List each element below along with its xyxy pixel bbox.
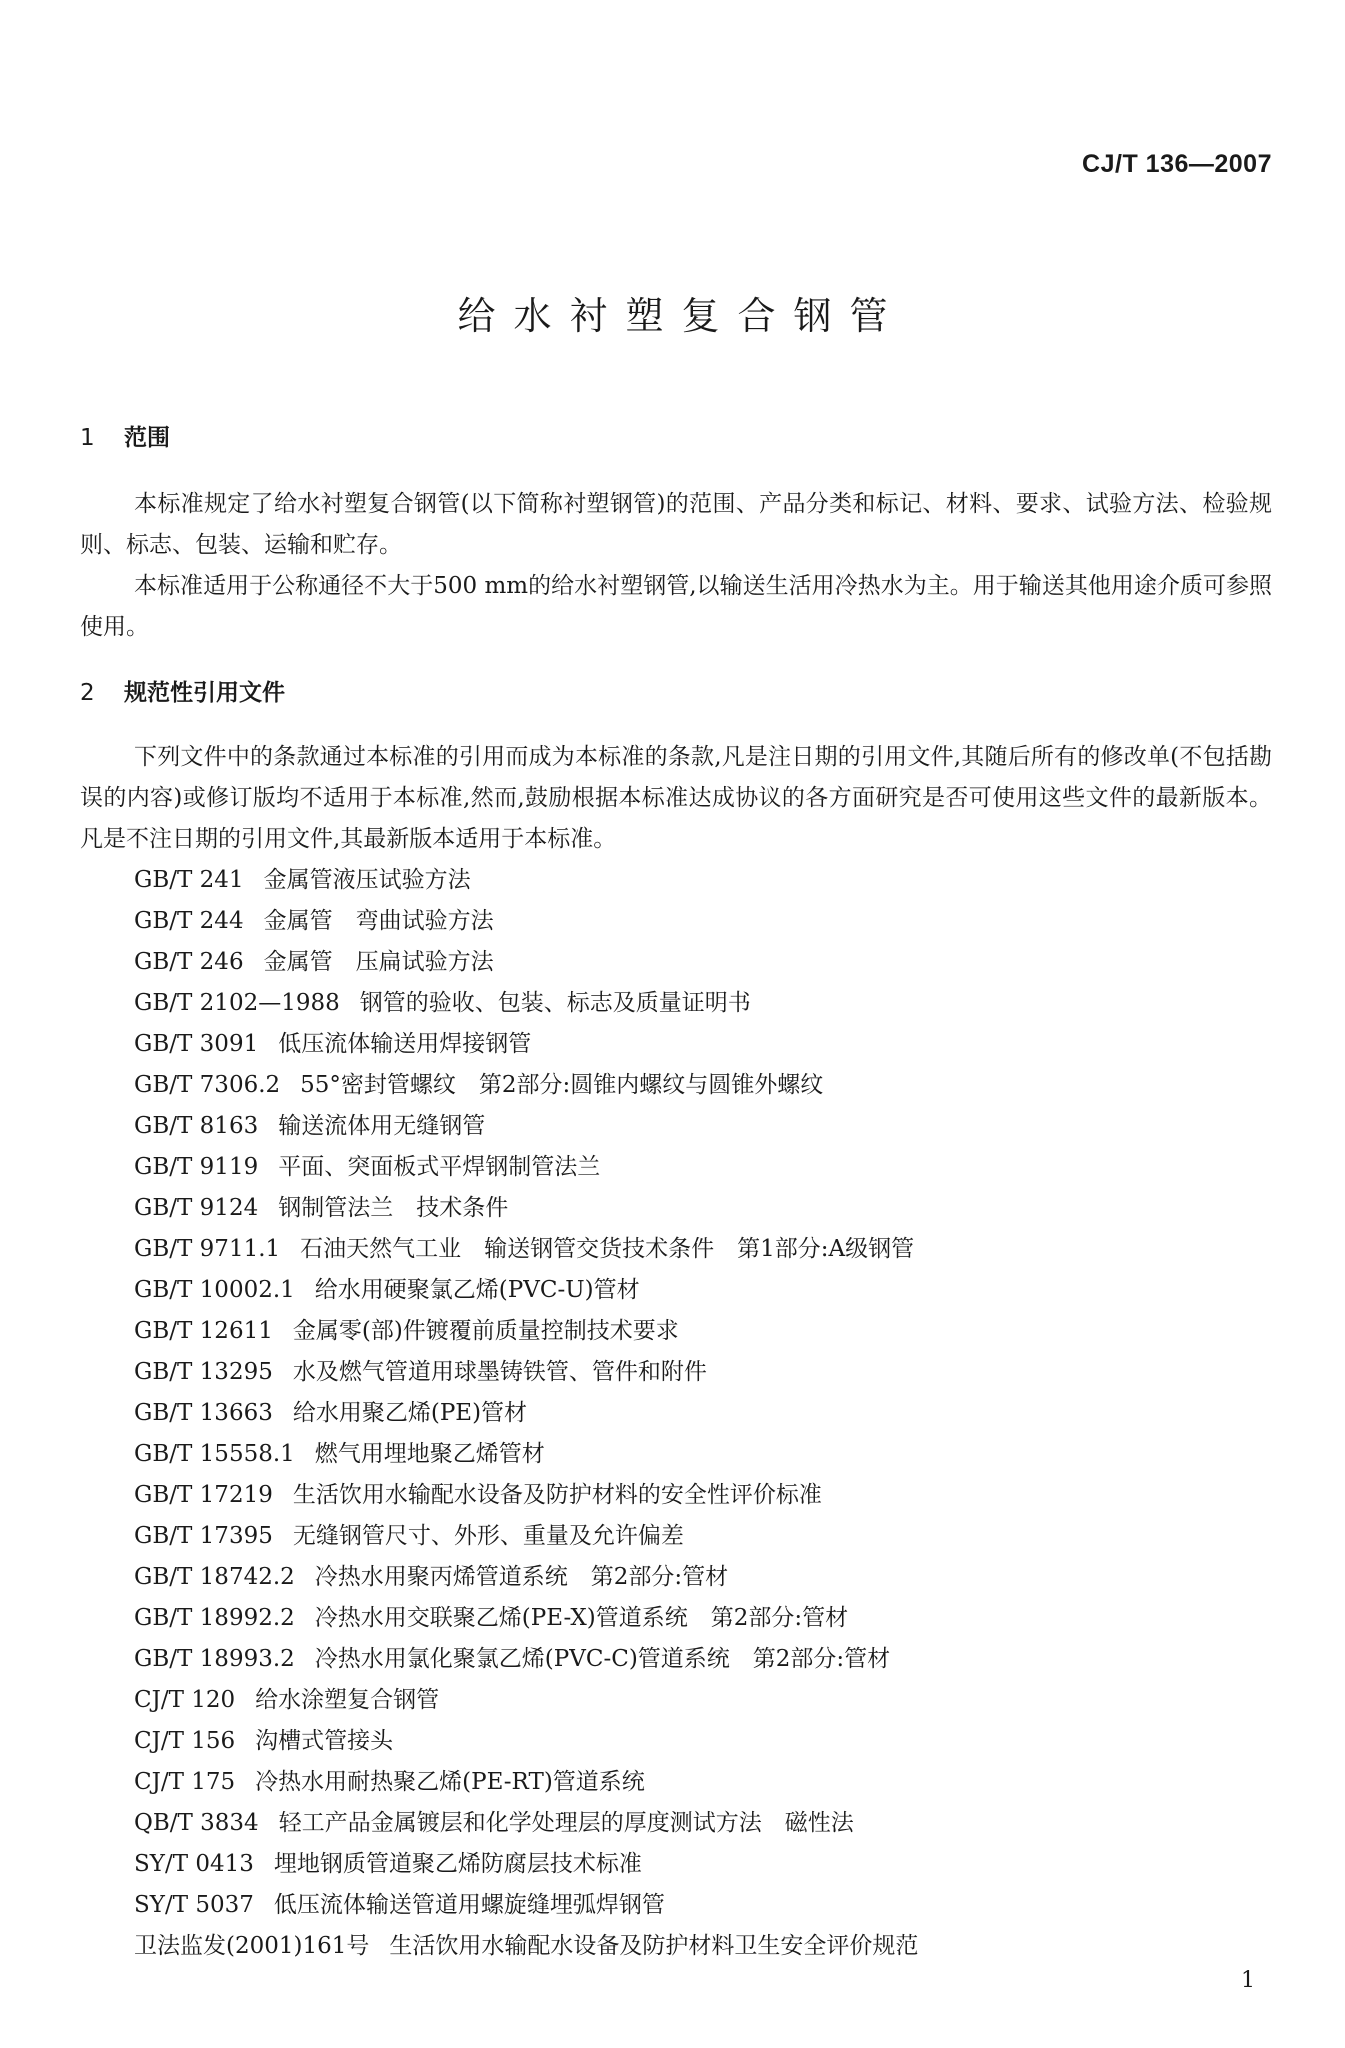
reference-title: 无缝钢管尺寸、外形、重量及允许偏差 (292, 1523, 684, 1549)
standard-code: CJ/T 136—2007 (1082, 150, 1272, 178)
section-title: 范围 (124, 425, 170, 451)
reference-code: GB/T 12611 (134, 1318, 273, 1344)
reference-code: CJ/T 175 (134, 1769, 236, 1795)
reference-code: GB/T 241 (134, 867, 244, 893)
reference-title: 金属零(部)件镀覆前质量控制技术要求 (292, 1318, 679, 1344)
reference-item (80, 1639, 1272, 1680)
reference-title: 沟槽式管接头 (255, 1728, 394, 1754)
reference-code: GB/T 17219 (134, 1482, 273, 1508)
reference-title: 石油天然气工业 输送钢管交货技术条件 第1部分:A级钢管 (300, 1236, 915, 1262)
reference-code: QB/T 3834 (134, 1810, 259, 1836)
reference-title: 冷热水用聚丙烯管道系统 第2部分:管材 (314, 1564, 729, 1590)
reference-item (80, 1311, 1272, 1352)
reference-item (80, 1926, 1272, 1967)
reference-item (80, 1065, 1272, 1106)
reference-item (80, 1106, 1272, 1147)
reference-title: 钢制管法兰 技术条件 (278, 1195, 509, 1221)
reference-item (80, 1516, 1272, 1557)
page-number: 1 (1241, 1968, 1255, 1993)
reference-item (80, 1762, 1272, 1803)
section-number: 2 (80, 680, 95, 706)
reference-code: GB/T 15558.1 (134, 1441, 295, 1467)
reference-item (80, 1188, 1272, 1229)
reference-list (80, 860, 1272, 1967)
section-title: 规范性引用文件 (124, 680, 285, 706)
reference-code: GB/T 244 (134, 908, 244, 934)
reference-code: GB/T 18993.2 (134, 1646, 295, 1672)
reference-code: CJ/T 156 (134, 1728, 236, 1754)
section-heading-normative-references (80, 675, 1272, 711)
document-title: 给水衬塑复合钢管 (457, 294, 906, 338)
reference-item (80, 1803, 1272, 1844)
reference-code: CJ/T 120 (134, 1687, 236, 1713)
reference-item (80, 1844, 1272, 1885)
reference-title: 冷热水用氯化聚氯乙烯(PVC-C)管道系统 第2部分:管材 (314, 1646, 891, 1672)
reference-code: GB/T 17395 (134, 1523, 273, 1549)
reference-code: GB/T 10002.1 (134, 1277, 295, 1303)
paragraph: 本标准规定了给水衬塑复合钢管(以下简称衬塑钢管)的范围、产品分类和标记、材料、要求、试验方法、检验规则、标志、包装、运输和贮存。 (80, 491, 1272, 558)
reference-item (80, 860, 1272, 901)
reference-code: GB/T 13663 (134, 1400, 273, 1426)
reference-code: GB/T 13295 (134, 1359, 273, 1385)
reference-code: 卫法监发(2001)161号 (134, 1933, 370, 1959)
reference-title: 输送流体用无缝钢管 (278, 1113, 486, 1139)
reference-item (80, 983, 1272, 1024)
reference-code: GB/T 9711.1 (134, 1236, 281, 1262)
reference-title: 轻工产品金属镀层和化学处理层的厚度测试方法 磁性法 (278, 1810, 854, 1836)
reference-item (80, 1885, 1272, 1926)
reference-item (80, 1270, 1272, 1311)
reference-title: 给水用硬聚氯乙烯(PVC-U)管材 (314, 1277, 640, 1303)
reference-title: 55°密封管螺纹 第2部分:圆锥内螺纹与圆锥外螺纹 (300, 1072, 824, 1098)
reference-item (80, 1024, 1272, 1065)
reference-title: 给水用聚乙烯(PE)管材 (292, 1400, 528, 1426)
reference-item (80, 1557, 1272, 1598)
reference-title: 燃气用埋地聚乙烯管材 (314, 1441, 545, 1467)
reference-item (80, 1393, 1272, 1434)
reference-code: GB/T 7306.2 (134, 1072, 281, 1098)
reference-code: SY/T 5037 (134, 1892, 254, 1918)
section-heading-scope (80, 420, 1272, 456)
reference-title: 生活饮用水输配水设备及防护材料的安全性评价标准 (292, 1482, 822, 1508)
reference-code: GB/T 9119 (134, 1154, 259, 1180)
reference-title: 冷热水用交联聚乙烯(PE-X)管道系统 第2部分:管材 (314, 1605, 849, 1631)
reference-item (80, 1721, 1272, 1762)
reference-code: GB/T 2102—1988 (134, 990, 340, 1016)
reference-title: 埋地钢质管道聚乙烯防腐层技术标准 (273, 1851, 642, 1877)
reference-item (80, 942, 1272, 983)
reference-title: 给水涂塑复合钢管 (255, 1687, 440, 1713)
reference-title: 冷热水用耐热聚乙烯(PE-RT)管道系统 (255, 1769, 645, 1795)
paragraph: 本标准适用于公称通径不大于500 mm的给水衬塑钢管,以输送生活用冷热水为主。用于输送其他用途介质可参照使用。 (80, 573, 1272, 640)
reference-item (80, 901, 1272, 942)
paragraph: 下列文件中的条款通过本标准的引用而成为本标准的条款,凡是注日期的引用文件,其随后所有的修改单(不包括勘误的内容)或修订版均不适用于本标准,然而,鼓励根据本标准达成协议的各方面研究是否可使用这些文件的最新版本。凡是不注日期的引用文件,其最新版本适用于本标准。 (80, 744, 1272, 852)
reference-code: GB/T 3091 (134, 1031, 259, 1057)
reference-title: 金属管液压试验方法 (263, 867, 471, 893)
reference-item (80, 1680, 1272, 1721)
reference-code: GB/T 18992.2 (134, 1605, 295, 1631)
document-body (80, 420, 1272, 1967)
reference-item (80, 1352, 1272, 1393)
reference-title: 生活饮用水输配水设备及防护材料卫生安全评价规范 (389, 1933, 919, 1959)
reference-title: 钢管的验收、包装、标志及质量证明书 (359, 990, 751, 1016)
reference-item (80, 1434, 1272, 1475)
reference-title: 金属管 弯曲试验方法 (263, 908, 494, 934)
reference-item (80, 1598, 1272, 1639)
section-number: 1 (80, 425, 95, 451)
reference-item (80, 1475, 1272, 1516)
reference-code: GB/T 8163 (134, 1113, 259, 1139)
reference-title: 低压流体输送用焊接钢管 (278, 1031, 532, 1057)
reference-code: GB/T 246 (134, 949, 244, 975)
reference-code: SY/T 0413 (134, 1851, 254, 1877)
reference-title: 金属管 压扁试验方法 (263, 949, 494, 975)
reference-title: 平面、突面板式平焊钢制管法兰 (278, 1154, 601, 1180)
reference-code: GB/T 18742.2 (134, 1564, 295, 1590)
reference-title: 水及燃气管道用球墨铸铁管、管件和附件 (292, 1359, 707, 1385)
reference-item (80, 1229, 1272, 1270)
reference-code: GB/T 9124 (134, 1195, 259, 1221)
reference-item (80, 1147, 1272, 1188)
reference-title: 低压流体输送管道用螺旋缝埋弧焊钢管 (273, 1892, 665, 1918)
